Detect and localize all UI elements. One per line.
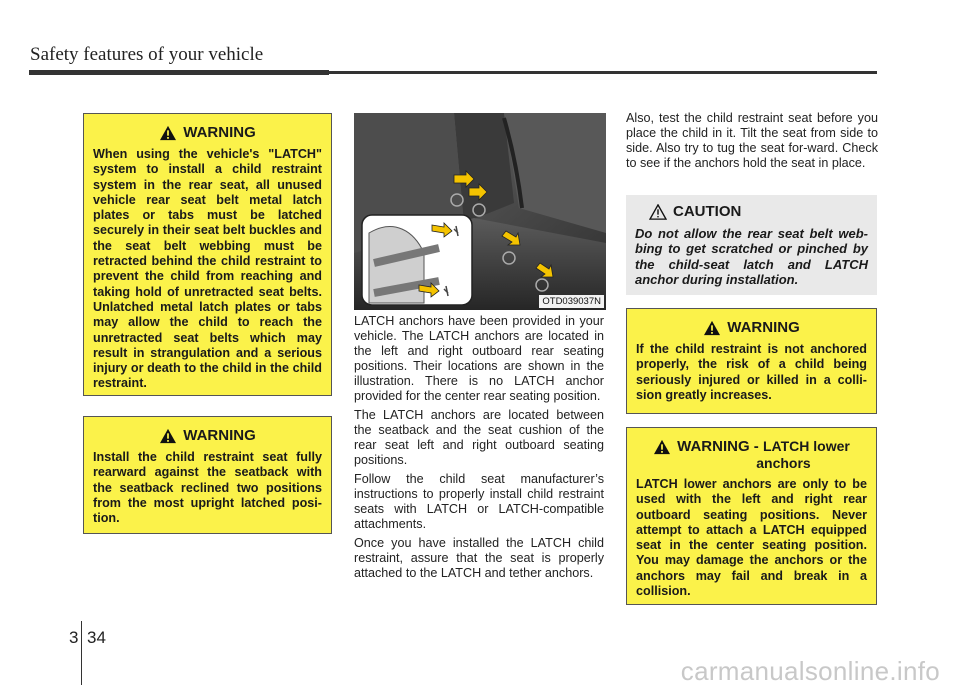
paragraph: The LATCH anchors are located between the seatback and the seat cushion of the rear seat left and right outboard seating positions. (354, 408, 604, 467)
warning-triangle-icon (703, 320, 721, 336)
warning-subheading-line1: LATCH lower (762, 438, 850, 454)
caution-box (626, 195, 877, 295)
warning-triangle-icon (159, 125, 177, 141)
paragraph: Once you have installed the LATCH child restraint, assure that the seat is properly attached to the LATCH and tether anchors. (354, 536, 604, 580)
warning-heading-text: WARNING (727, 319, 800, 336)
latch-anchor-illustration (354, 113, 606, 310)
chapter-number: 3 (69, 628, 79, 647)
caution-triangle-icon (649, 204, 667, 220)
warning-body: Install the child restraint seat fully rearward against the seatback with the seatback reclined two positions from the most upright latched posi-tion. (93, 450, 322, 526)
latch-description (354, 314, 604, 585)
page-number-divider (81, 621, 82, 685)
caution-body: Do not allow the rear seat belt web-bing to get scratched or pinched by the child-seat latch and LATCH anchor during installation. (635, 226, 868, 287)
warning-body: When using the vehicle's "LATCH" system to install a child restraint system in the rear seat, all unused vehicle rear seat belt metal latch plates or tabs must be latched securely in their seat belt buckles and the seat belt webbing must be retracted behind the child restraint to prevent the child from reaching and taking hold of unretracted seat belts. Unlatched metal latch plates or tabs may allow the child to reach the unretracted seat belts which may result in strangulation and a serious injury or death to the child in the child restraint. (93, 147, 322, 391)
page-header-title: Safety features of your vehicle (30, 44, 264, 65)
warning-heading (636, 319, 867, 336)
warning-body: LATCH lower anchors are only to be used with the left and right rear outboard seating positions. Never attempt to attach a LATCH equipped seat in the center seating position. You may damage the anchors or the anchors may fail and break in a collision. (636, 477, 867, 599)
paragraph: LATCH anchors have been provided in your vehicle. The LATCH anchors are located in the left and right outboard rear seating positions. Their locations are shown in the illustration. There is no LATCH anchor provided for the center rear seating position. (354, 314, 604, 403)
paragraph: Follow the child seat manufacturer’s instructions to properly install child restraint seats with LATCH or LATCH-compatible attachments. (354, 472, 604, 531)
warning-triangle-icon (159, 428, 177, 444)
warning-box-latch-lower-anchors (626, 427, 877, 605)
warning-heading-text: WARNING (183, 427, 256, 444)
warning-heading (93, 124, 322, 141)
warning-heading (93, 427, 322, 444)
caution-heading (649, 203, 868, 220)
paragraph: Also, test the child restraint seat before you place the child in it. Tilt the seat from side to side. Also try to tug the seat for-ward. Check to see if the anchors hold the seat in place. (626, 111, 878, 170)
figure-caption: OTD039037N (539, 295, 604, 308)
warning-body: If the child restraint is not anchored properly, the risk of a child being seriously injured or killed in a colli-sion greatly increases. (636, 342, 867, 402)
warning-heading (636, 438, 867, 471)
warning-subheading-line2: anchors (756, 455, 811, 471)
warning-box-latch-belts (83, 113, 332, 396)
rear-seat-photo (354, 113, 606, 310)
warning-heading-text: WARNING (183, 124, 256, 141)
warning-heading-text: WARNING - (677, 438, 759, 455)
header-rule (29, 71, 877, 74)
page-number: 34 (87, 628, 106, 647)
test-seat-paragraph (626, 111, 878, 175)
watermark: carmanualsonline.info (680, 656, 940, 686)
caution-heading-text: CAUTION (673, 203, 742, 220)
warning-box-seat-rearward (83, 416, 332, 534)
warning-box-anchoring (626, 308, 877, 414)
warning-triangle-icon (653, 439, 671, 455)
